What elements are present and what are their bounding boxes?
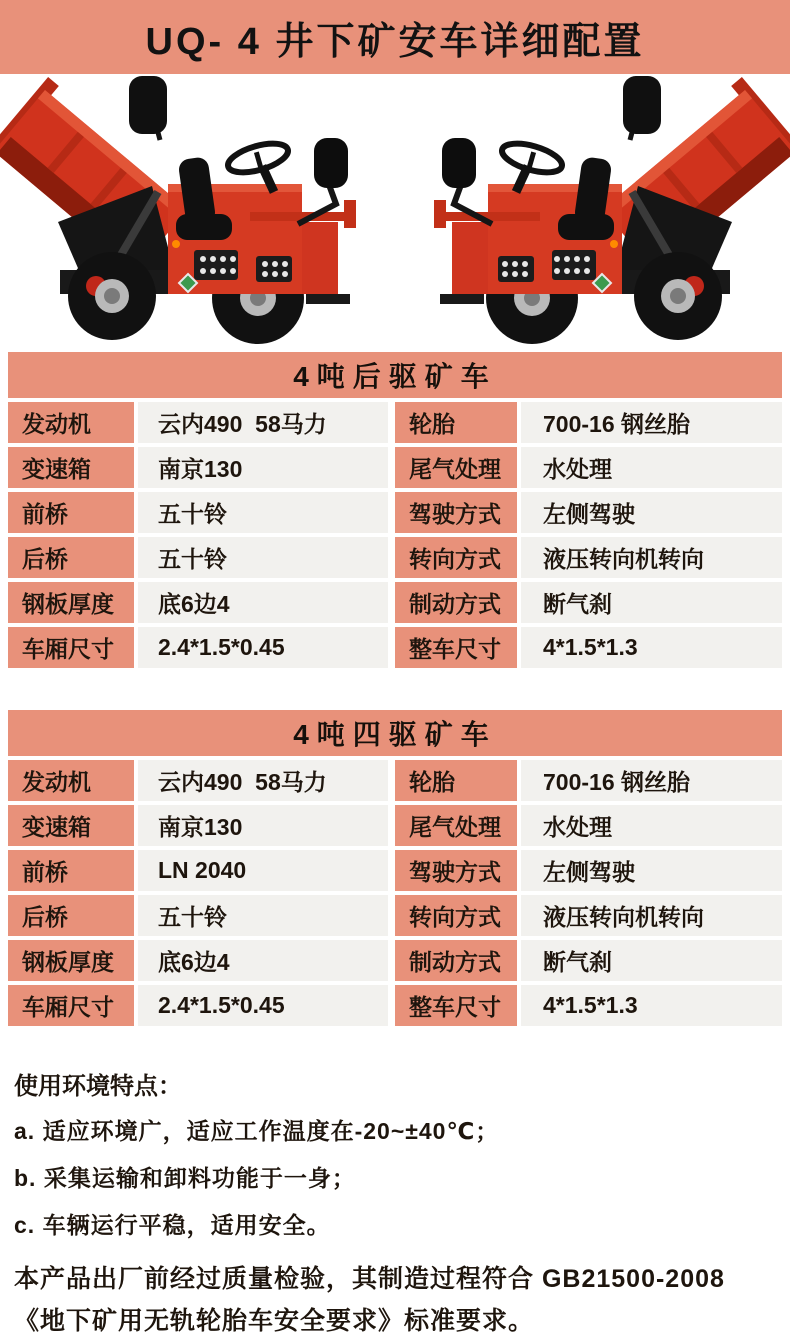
spec-row [8,940,782,981]
spec-value: 断气刹 [521,582,782,623]
side-mirror [314,138,348,188]
truck-illustration [395,74,790,350]
spec-row [8,760,782,801]
spec-label: 整车尺寸 [395,627,517,668]
spec-label: 制动方式 [395,582,517,623]
spec-value: LN 2040 [138,850,388,891]
spec-label: 轮胎 [395,760,517,801]
spec-label: 钢板厚度 [8,940,134,981]
spec-row [8,895,782,936]
spec-value: 五十铃 [138,537,388,578]
spec-value: 南京130 [138,805,388,846]
spec-value: 2.4*1.5*0.45 [138,627,388,668]
spec-value: 700-16 钢丝胎 [521,760,782,801]
spec-value: 4*1.5*1.3 [521,985,782,1026]
feature-item: a. 适应环境广，适应工作温度在-20~±40℃； [14,1118,500,1144]
spec-row [8,402,782,443]
spec-value: 五十铃 [138,492,388,533]
spec-label: 前桥 [8,850,134,891]
spec-label: 转向方式 [395,895,517,936]
spec-label: 制动方式 [395,940,517,981]
spec-label: 轮胎 [395,402,517,443]
spec-row [8,582,782,623]
spec-table-four-wheel-drive [8,710,782,1026]
page-title: UQ- 4 井下矿安车详细配置 [145,20,645,63]
side-mirror [129,76,167,134]
page-title-banner [0,0,790,74]
spec-row [8,447,782,488]
features-heading: 使用环境特点： [14,1073,182,1100]
spec-value: 五十铃 [138,895,388,936]
spec-label: 钢板厚度 [8,582,134,623]
spec-row [8,805,782,846]
spec-value: 断气刹 [521,940,782,981]
quality-statement-line: 本产品出厂前经过质量检验，其制造过程符合 GB21500-2008 [14,1265,725,1293]
spec-label: 发动机 [8,402,134,443]
spec-label: 驾驶方式 [395,492,517,533]
spec-label: 后桥 [8,537,134,578]
truck-illustration [0,74,395,350]
spec-label: 发动机 [8,760,134,801]
spec-row [8,850,782,891]
steering-wheel [225,138,291,192]
spec-label: 转向方式 [395,537,517,578]
feature-item: b. 采集运输和卸料功能于一身； [14,1165,356,1191]
spec-row [8,627,782,668]
spec-value: 底6边4 [138,582,388,623]
spec-row [8,492,782,533]
spec-value: 700-16 钢丝胎 [521,402,782,443]
spec-label: 前桥 [8,492,134,533]
spec-table-rear-drive [8,352,782,668]
quality-statement [14,1258,776,1342]
spec-label: 车厢尺寸 [8,985,134,1026]
spec-label: 驾驶方式 [395,850,517,891]
quality-statement-line: 《地下矿用无轨轮胎车安全要求》标准要求。 [14,1307,535,1335]
spec-value: 液压转向机转向 [521,537,782,578]
table-title: 4吨四驱矿车 [8,710,782,756]
usage-features [14,1066,776,1240]
truck-photo-left [0,74,395,350]
spec-label: 尾气处理 [395,447,517,488]
spec-label: 尾气处理 [395,805,517,846]
spec-value: 水处理 [521,805,782,846]
spec-value: 南京130 [138,447,388,488]
spec-label: 变速箱 [8,805,134,846]
spec-label: 整车尺寸 [395,985,517,1026]
spec-value: 左侧驾驶 [521,850,782,891]
truck-photo-right [395,74,790,350]
spec-value: 液压转向机转向 [521,895,782,936]
spec-label: 后桥 [8,895,134,936]
spec-value: 云内490 58马力 [138,402,388,443]
spec-label: 变速箱 [8,447,134,488]
truck-photos [0,74,790,350]
spec-row [8,537,782,578]
feature-item: c. 车辆运行平稳，适用安全。 [14,1212,331,1238]
spec-value: 云内490 58马力 [138,760,388,801]
spec-label: 车厢尺寸 [8,627,134,668]
spec-row [8,985,782,1026]
spec-value: 水处理 [521,447,782,488]
spec-value: 2.4*1.5*0.45 [138,985,388,1026]
table-title: 4吨后驱矿车 [8,352,782,398]
marker-light [172,240,180,248]
spec-value: 底6边4 [138,940,388,981]
rear-wheel [68,252,156,340]
spec-value: 4*1.5*1.3 [521,627,782,668]
spec-value: 左侧驾驶 [521,492,782,533]
